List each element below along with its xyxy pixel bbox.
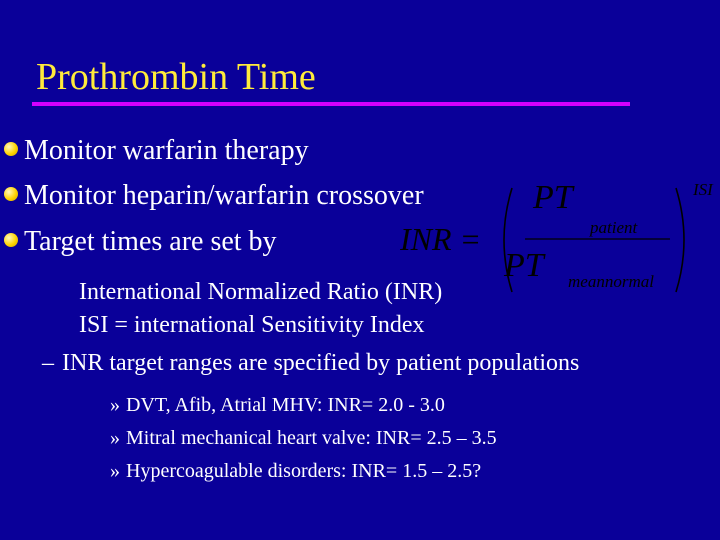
bullet-text: Monitor heparin/warfarin crossover [24,180,424,211]
range-item [110,461,481,481]
dash-item [42,351,579,375]
dash-text: INR target ranges are specified by patient populations [62,350,580,376]
yellow-sphere-bullet-icon [4,187,18,201]
slide-title: Prothrombin Time [36,56,316,98]
inr-formula [400,160,715,310]
bullet-text: Target times are set by [24,226,277,257]
bullet-text: Monitor warfarin therapy [24,135,309,166]
exponent-isi: ISI [693,180,713,199]
range-text: Mitral mechanical heart valve: INR= 2.5 – 3.5 [126,427,497,449]
range-marker: » [110,394,120,416]
denominator-subscript: meannormal [568,272,654,291]
numerator-subscript: patient [590,218,638,237]
yellow-sphere-bullet-icon [4,233,18,247]
bullet-item [4,228,277,256]
denominator-base: PT [504,247,544,284]
range-marker: » [110,427,120,449]
right-paren [676,188,684,292]
sub-item: ISI = international Sensitivity Index [79,312,425,338]
sub-item: International Normalized Ratio (INR) [79,279,443,305]
bullet-item [4,137,309,165]
yellow-sphere-bullet-icon [4,142,18,156]
bullet-item [4,182,424,210]
range-item [110,395,445,415]
dash-marker: – [42,350,54,376]
range-marker: » [110,460,120,482]
numerator-base: PT [533,179,573,216]
range-text: Hypercoagulable disorders: INR= 1.5 – 2.5? [126,460,482,482]
inr-formula-graphic [400,160,715,310]
range-item [110,428,497,448]
range-text: DVT, Afib, Atrial MHV: INR= 2.0 - 3.0 [126,394,445,416]
formula-lhs: INR = [400,221,482,257]
title-underline [32,102,630,106]
